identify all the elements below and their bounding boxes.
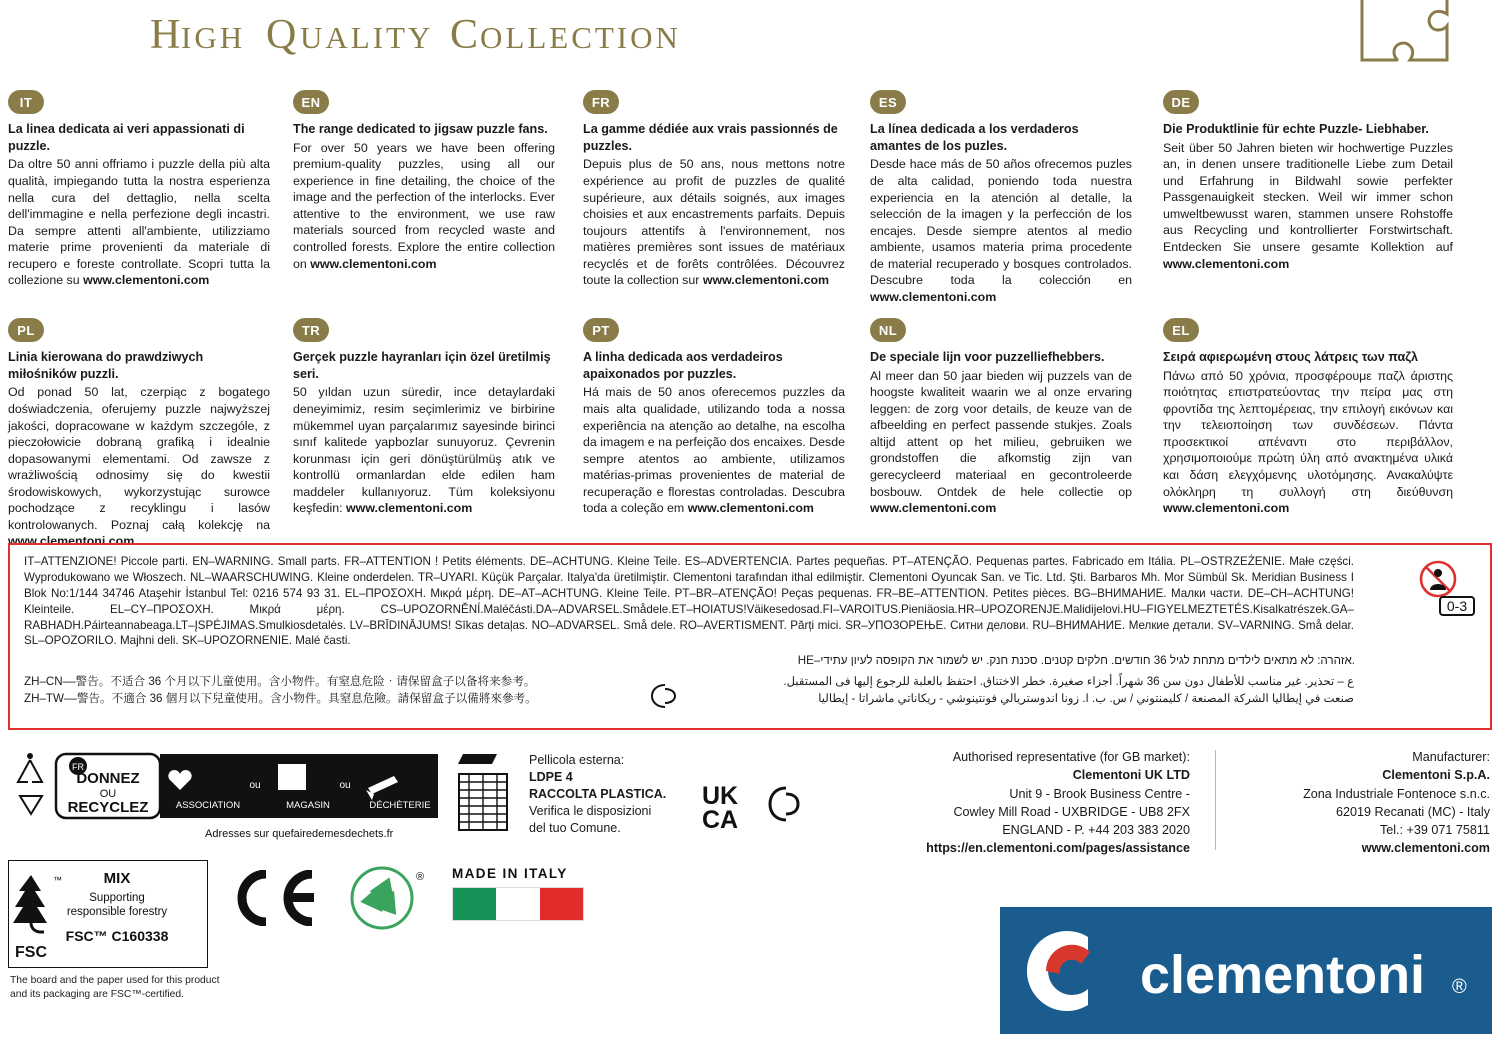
language-head-pl: Linia kierowana do prawdziwych miłośników puzzli. bbox=[8, 350, 204, 381]
language-body-de: Seit über 50 Jahren bieten wir hochwertige Puzzles an, in denen unsere traditionelle Liebe zum Detail und Erfahrung in Bildwahl sowie perfekter Passgenauigkeit stecken. Weil wir immer schon umweltbewusst waren, stammen unsere Rohstoffe aus Recycling und kontrollierter Forstwirtschaft. Entdecken Sie unsere gesamte Kollektion auf www.clementoni.com bbox=[1163, 140, 1453, 271]
language-site-el[interactable]: www.clementoni.com bbox=[1163, 501, 1290, 516]
language-body-pl: Od ponad 50 lat, czerpiąc z bogatego doświadczenia, oferujemy puzzle najwyższej jakości, dopracowane w każdym szczególe, z pieczołowicie dobraną grafiką i idealnie dopasowanymi elementami. Od zawsze z wrażliwością odnosimy się do kwestii środowiskowych, wykorzystując surowce pochodzące z recyklingu i lasów kontrolowanych. Poznaj całą kolekcję na www.clementoni.com bbox=[8, 385, 270, 549]
page-title bbox=[150, 10, 790, 70]
svg-text:FSC™ C160338: FSC™ C160338 bbox=[65, 928, 169, 944]
authrep-title: Authorised representative (for GB market): bbox=[952, 750, 1190, 764]
authrep-addr3: ENGLAND - P. +44 203 383 2020 bbox=[1002, 823, 1190, 837]
language-head-de: Die Produktlinie für echte Puzzle- Liebhaber. bbox=[1163, 122, 1429, 136]
ce-mark-icon bbox=[228, 870, 318, 931]
svg-text:FSC: FSC bbox=[15, 944, 47, 961]
warning-cjk-arabic bbox=[24, 673, 1354, 708]
language-site-de[interactable]: www.clementoni.com bbox=[1163, 256, 1290, 271]
svg-text:Q: Q bbox=[266, 12, 300, 58]
authorised-representative-block bbox=[860, 748, 1190, 858]
language-site-fr[interactable]: www.clementoni.com bbox=[702, 273, 830, 288]
authrep-addr1: Unit 9 - Brook Business Centre - bbox=[1009, 786, 1190, 801]
manufacturer-addr1: Zona Industriale Fontenoce s.n.c. bbox=[1303, 786, 1490, 801]
language-block-el bbox=[1163, 318, 1453, 517]
manufacturer-addr2: 62019 Recanati (MC) - Italy bbox=[1336, 804, 1490, 819]
language-head-fr: La gamme dédiée aux vrais passionnés de puzzles. bbox=[583, 122, 838, 153]
language-badge-pt: PT bbox=[583, 318, 619, 342]
puzzle-piece-icon bbox=[1352, 0, 1462, 78]
language-body-it: Da oltre 50 anni offriamo i puzzle della più alta qualità, impiegando tutta la nostra esperienza nella cura del dettaglio, nella scelta dell'immagine e nella perfezione degli incastri. Da sempre attenti all'ambiente, utilizziamo materie prime provenienti da materiale di recupero e foreste controllate. Scopri tutta la collezione su www.clementoni.com bbox=[8, 157, 270, 288]
svg-text:ou: ou bbox=[339, 780, 351, 791]
language-badge-tr: TR bbox=[293, 318, 329, 342]
svg-text:RECYCLEZ: RECYCLEZ bbox=[67, 799, 149, 816]
language-badge-it: IT bbox=[8, 90, 44, 114]
svg-text:clementoni: clementoni bbox=[1140, 945, 1426, 1005]
language-badge-de: DE bbox=[1163, 90, 1199, 114]
language-block-pl bbox=[8, 318, 270, 550]
svg-text:responsible forestry: responsible forestry bbox=[66, 906, 168, 918]
svg-text:ou: ou bbox=[249, 780, 261, 791]
language-site-pt[interactable]: www.clementoni.com bbox=[687, 501, 814, 516]
language-head-nl: De speciale lijn voor puzzelliefhebbers. bbox=[870, 350, 1105, 364]
svg-text:UALITY: UALITY bbox=[300, 20, 434, 55]
svg-text:C: C bbox=[450, 12, 482, 58]
language-body-pt: Há mais de 50 anos oferecemos puzzles da mais alta qualidade, utilizando toda a nossa experiência na atenção ao detalhe, na escolha da imagem e na perfeição dos encaixes. Desde sempre atentos ao ambiente, utilizamos matérias-primas provenientes de material de recuperação e florestas controladas. Descubra toda a coleção em www.clementoni.com bbox=[583, 385, 845, 516]
pellicola-esterna-block bbox=[455, 748, 695, 839]
svg-text:CA: CA bbox=[702, 806, 739, 832]
svg-text:MIX: MIX bbox=[103, 870, 131, 887]
language-head-el: Σειρά αφιερωμένη στους λάτρεις των παζλ bbox=[1163, 350, 1419, 364]
svg-text:®: ® bbox=[416, 871, 424, 883]
ukca-mark-icon bbox=[700, 776, 830, 837]
manufacturer-title: Manufacturer: bbox=[1412, 750, 1490, 764]
manufacturer-url[interactable]: www.clementoni.com bbox=[1361, 841, 1490, 856]
language-site-it[interactable]: www.clementoni.com bbox=[83, 273, 210, 288]
language-badge-nl: NL bbox=[870, 318, 906, 342]
svg-text:DÉCHÈTERIE: DÉCHÈTERIE bbox=[369, 800, 431, 811]
vertical-divider bbox=[1215, 750, 1216, 850]
warning-text-zh-cn: ZH–CN––警告。不适合 36 个月以下儿童使用。含小物件。有窒息危险‧请保留盒子以备将来参考。 bbox=[24, 675, 536, 688]
language-body-fr: Depuis plus de 50 ans, nous mettons notre expérience au profit de puzzles de qualité supérieure, aux détails soignés, aux images choisies et aux encastrements parfaits. Depuis toujours attentifs à l'environnement, nos matières premières sont issues de matériaux recyclés et de forêts contrôlées. Découvrez toute la collection sur www.clementoni.com bbox=[583, 157, 845, 288]
high-quality-collection-wordmark bbox=[150, 10, 790, 60]
language-head-tr: Gerçek puzzle hayranları için özel üretilmiş seri. bbox=[293, 350, 551, 381]
manufacturer-block bbox=[1240, 748, 1490, 858]
italian-flag-icon bbox=[452, 887, 584, 921]
language-badge-el: EL bbox=[1163, 318, 1199, 342]
language-site-en[interactable]: www.clementoni.com bbox=[310, 256, 437, 271]
language-badge-es: ES bbox=[870, 90, 906, 114]
waste-bin-icon bbox=[455, 748, 525, 834]
pellicola-line-5: del tuo Comune. bbox=[529, 820, 621, 835]
clementoni-logo bbox=[1000, 907, 1492, 1034]
warning-text-hebrew: HE–אזהרה: לא מתאים לילדים מתחת לגיל 36 חודשים. חלקים קטנים. סכנת חנק. יש לשמור את הקופסה לעיון עתידי. bbox=[797, 654, 1355, 667]
language-body-el: Πάνω από 50 χρόνια, προσφέρουμε παζλ άριστης ποιότητας επιστρατεύοντας την πείρα μας στη φροντίδα της λεπτομέρειας, την επιλογή εικόνων και την τελειοποίηση των συνδέσεων. Πάντα προσεκτικοί απέναντι στο περιβάλλον, χρησιμοποιούμε πρώτη ύλη από ανακτημένα υλικά και δάση ελεγχόμενης υλοτόμησης. Ανακαλύψτε ολόκληρη τη συλλογή στη διεύθυνση www.clementoni.com bbox=[1163, 368, 1453, 516]
pellicola-line-1: Pellicola esterna: bbox=[529, 753, 625, 767]
language-badge-pl: PL bbox=[8, 318, 44, 342]
made-in-italy-block bbox=[452, 866, 612, 921]
warning-text-arabic-2: صنعت في إيطاليا الشركة المصنعة / كليمنتوني / س. ب. ا. زونا اندوستريالي فونتينوشي - ريكاناتي ماشراتا - إيطاليا bbox=[818, 692, 1354, 706]
svg-text:®: ® bbox=[1452, 976, 1467, 998]
svg-text:OU: OU bbox=[99, 788, 117, 800]
language-site-nl[interactable]: www.clementoni.com bbox=[870, 501, 997, 516]
language-head-it: La linea dedicata ai veri appassionati di puzzle. bbox=[8, 122, 245, 153]
pellicola-line-2: LDPE 4 bbox=[529, 769, 573, 784]
language-head-en: The range dedicated to jigsaw puzzle fans. bbox=[293, 122, 548, 136]
svg-text:UK: UK bbox=[702, 782, 739, 810]
manufacturer-addr3: Tel.: +39 071 75811 bbox=[1379, 823, 1490, 837]
language-block-tr bbox=[293, 318, 555, 517]
svg-text:0-3: 0-3 bbox=[1446, 598, 1468, 614]
triman-addresses-label: Adresses sur quefairedemesdechets.fr bbox=[205, 828, 394, 840]
language-badge-en: EN bbox=[293, 90, 329, 114]
svg-text:MAGASIN: MAGASIN bbox=[286, 800, 330, 811]
fsc-certification-mark bbox=[8, 860, 208, 968]
age-restriction-0-3-icon bbox=[1412, 559, 1476, 617]
resin-recycle-icon bbox=[348, 864, 424, 937]
language-block-en bbox=[293, 90, 555, 272]
language-row-1 bbox=[0, 90, 1500, 318]
triman-recycling-icon bbox=[8, 750, 438, 822]
svg-text:™: ™ bbox=[53, 875, 62, 885]
language-block-pt bbox=[583, 318, 845, 517]
pellicola-line-3: RACCOLTA PLASTICA. bbox=[529, 786, 667, 801]
manufacturer-company: Clementoni S.p.A. bbox=[1382, 768, 1490, 783]
language-block-es bbox=[870, 90, 1132, 305]
warning-text-arabic-1: ع – تحذير. غير مناسب للأطفال دون سن 36 شهراً. أجزاء صغيرة. خطر الاختناق. احتفظ بالعلبة للرجوع إليها فى المستقبل. bbox=[783, 675, 1354, 688]
authrep-addr2: Cowley Mill Road - UXBRIDGE - UB8 2FX bbox=[953, 804, 1190, 819]
language-site-pl[interactable]: www.clementoni.com bbox=[8, 534, 135, 549]
pellicola-line-4: Verifica le disposizioni bbox=[529, 803, 652, 818]
language-body-en: For over 50 years we have been offering premium-quality puzzles, using all our experience in fine detailing, the choice of the image and the perfection of the interlocks. Ever attentive to the environment, we use raw materials sourced from recycled waste and controlled forests. Explore the entire collection on www.clementoni.com bbox=[293, 140, 556, 271]
language-body-es: Desde hace más de 50 años ofrecemos puzles de alta calidad, poniendo toda nuestra experiencia en la atención al detalle, la selección de la imagen y la perfección de los encajes. Desde siempre atentos al medio ambiente, usamos materia prima procedente de material recuperado y bosques controlados. Descubre toda la colección en www.clementoni.com bbox=[870, 157, 1132, 304]
pellicola-text bbox=[529, 752, 666, 836]
language-block-it bbox=[8, 90, 270, 289]
svg-text:IGH: IGH bbox=[181, 20, 246, 55]
fsc-note: The board and the paper used for this product and its packaging are FSC™-certified. bbox=[10, 975, 220, 1000]
warning-box bbox=[8, 543, 1492, 730]
language-body-nl: Al meer dan 50 jaar bieden wij puzzels van de hoogste kwaliteit waarin we al onze ervaring leggen: de zorg voor details, de keuze van de afbeelding en perfect passende stukjes. Zoals altijd attent op het milieu, gebruiken we grondstoffen die afkomstig zijn van gerecycleerd materiaal en gecontroleerde bosbouw. Ontdek de hele collectie op www.clementoni.com bbox=[870, 368, 1132, 516]
authrep-url[interactable]: https://en.clementoni.com/pages/assistance bbox=[926, 841, 1190, 856]
language-row-2 bbox=[0, 318, 1500, 549]
language-site-tr[interactable]: www.clementoni.com bbox=[346, 501, 473, 516]
header bbox=[0, 0, 1500, 78]
svg-text:DONNEZ: DONNEZ bbox=[76, 770, 140, 787]
authrep-company: Clementoni UK LTD bbox=[1072, 768, 1190, 783]
svg-text:Supporting: Supporting bbox=[89, 892, 145, 904]
made-in-italy-label: MADE IN ITALY bbox=[452, 866, 568, 881]
warning-text-zh-tw: ZH–TW––警告。不適合 36 個月以下兒童使用。含小物件。具窒息危險。請保留盒子以備將來參考。 bbox=[24, 692, 537, 706]
svg-text:OLLECTION: OLLECTION bbox=[480, 20, 681, 55]
svg-text:ASSOCIATION: ASSOCIATION bbox=[175, 800, 241, 811]
language-block-de bbox=[1163, 90, 1453, 272]
green-dot-icon bbox=[650, 683, 680, 714]
language-blocks bbox=[0, 90, 1500, 549]
language-badge-fr: FR bbox=[583, 90, 619, 114]
svg-text:H: H bbox=[150, 12, 183, 58]
language-site-es[interactable]: www.clementoni.com bbox=[870, 289, 997, 304]
language-block-fr bbox=[583, 90, 845, 289]
language-head-es: La línea dedicada a los verdaderos amantes de los puzles. bbox=[870, 122, 1079, 153]
language-body-tr: 50 yıldan uzun süredir, ince detaylardaki deneyimimiz, resim seçimlerimiz ve birbirine mükemmel uyan parçalarımız sayesinde birinci sınıf kalitede yapbozlar sunuyoruz. Çevrenin korunması için geri dönüştürülmüş atık ve kontrollü ormanlardan elde edilen ham maddeler kullanıyoruz. Tüm koleksiyonu keşfedin: www.clementoni.com bbox=[293, 385, 555, 516]
language-block-nl bbox=[870, 318, 1132, 517]
bottom-logo-area bbox=[0, 742, 1500, 1034]
language-head-pt: A linha dedicada aos verdadeiros apaixonados por puzzles. bbox=[583, 350, 783, 381]
svg-text:FR: FR bbox=[72, 762, 84, 772]
warning-text-main: IT–ATTENZIONE! Piccole parti. EN–WARNING. Small parts. FR–ATTENTION ! Petits éléments. DE–ACHTUNG. Kleine Teile. ES–ADVERTENCIA. Partes pequeñas. PT–ATENÇÃO. Pequenas partes. Fabricado em Itália. PL–OSTRZEŻENIE. Małe części. Wyprodukowano we Włoszech. NL–WAARSCHUWING. Kleine onderdelen. TR–UYARI. Küçük Parçalar. Italya'da üretilmiştir. Clementoni tarafından ithal edilmiştir. Clementoni Oyuncak San. ve Tic. Ltd. Şti. Barbaros Mh. Mor Sümbül Sk. Meridian Business I Blok No:1/144 34746 Ataşehir İstanbul Tel: 0216 574 93 31. EL–ΠΡΟΣΟΧΗ. Μικρά μέρη. DE–AT–ACHTUNG. Kleine Teile. PT–BR–ATENÇÃO! Peças pequenas. FR–BE–ATTENTION. Petites pièces. BG–ВНИМАНИЕ. Малки части. DE–CH–ACHTUNG! Kleinteile. EL–CY–ΠΡΟΣΟΧΗ. Μικρά μέρη. CS–UPOZORNĚNÍ.Maléčásti.DA–ADVARSEL.Smådele.ET–HOIATUS!Väikesedosad.FI–VAROITUS.Pieniäosia.HR–UPOZORENJE.Malidijelovi.HU–FIGYELMEZTETÉS.Kisalkatrészek.GA–RABHADH.Páirteannabeaga.LT–ĮSPĖJIMAS.Smulkiosdetalės. LV–BRĪDINĀJUMS! Sīkas detaļas. NO–ADVARSEL. Små dele. RO–AVERTISMENT. Părți mici. SR–УПОЗОРЕЊЕ. Ситни делови. RU–ВНИМАНИЕ. Мелкие детали. SV–VARNING. Små delar. SL–OPOZORILO. Majhni deli. SK–UPOZORNENIE. Malé časti. bbox=[24, 555, 1354, 648]
